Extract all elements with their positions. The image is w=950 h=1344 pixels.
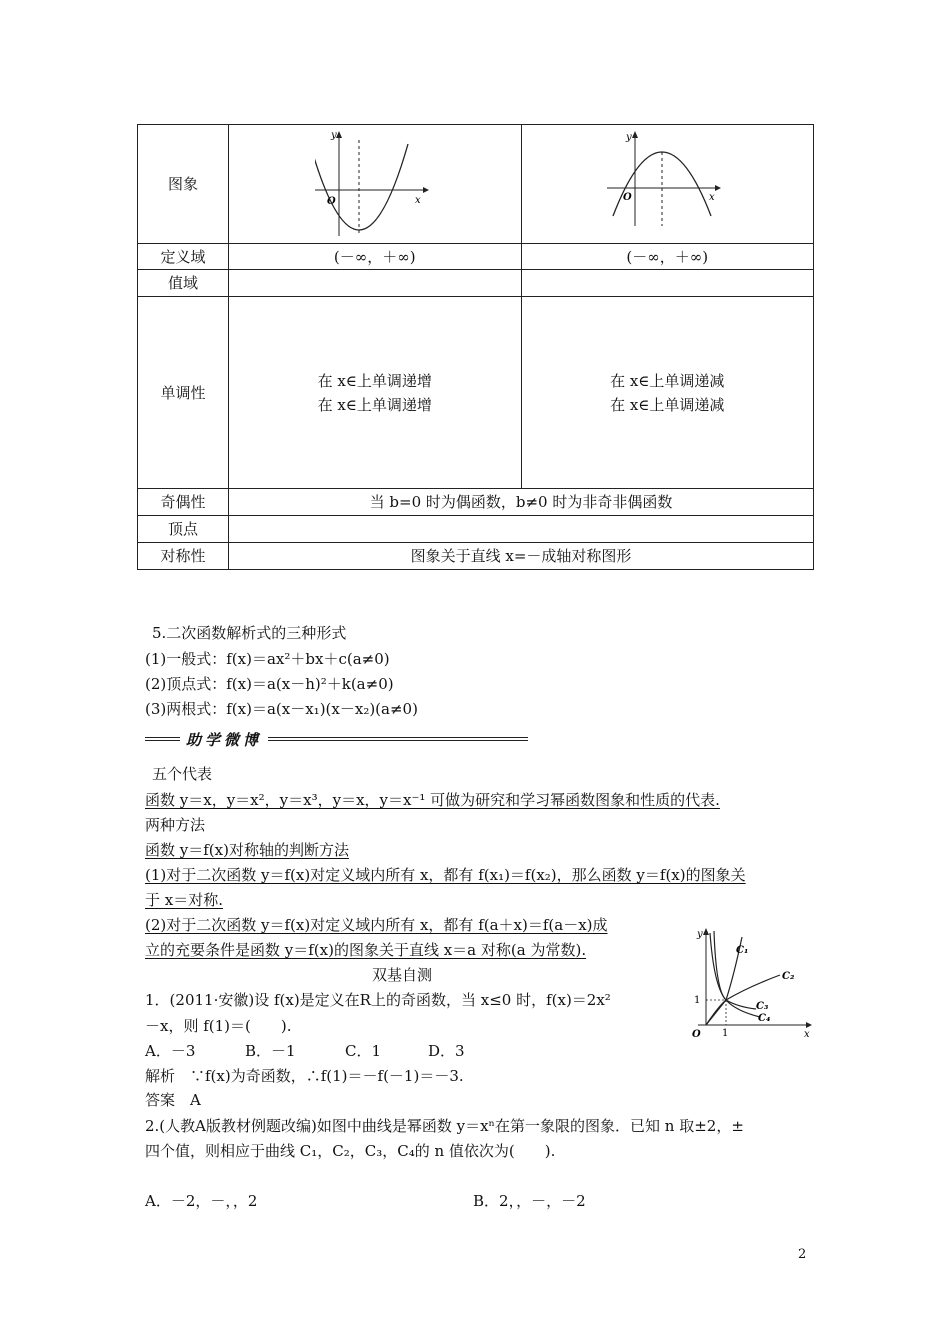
- power-function-figure: [688, 925, 818, 1037]
- vertex-cell: [229, 516, 814, 543]
- row-label: 值域: [138, 270, 229, 297]
- tick-label: 1: [722, 1028, 729, 1037]
- range-cell: [229, 270, 522, 297]
- properties-table: [137, 124, 814, 570]
- curve-label: C₃: [756, 1001, 769, 1012]
- paragraph: 函数 y＝f(x)对称轴的判断方法: [145, 841, 349, 859]
- x-axis-label: x: [709, 191, 715, 203]
- heading: 五个代表: [152, 765, 213, 783]
- monotonic-line: 在 x∈上单调递减: [610, 371, 725, 390]
- monotonic-cell: [229, 297, 522, 489]
- graph-cell-up: [229, 125, 522, 244]
- paragraph: 函数 y＝x，y＝x²，y＝x³，y＝x，y＝x⁻¹ 可做为研究和学习幂函数图象和性质的代表.: [145, 791, 720, 809]
- formula-roots: (3)两根式：f(x)＝a(x－x₁)(x－x₂)(a≠0): [145, 700, 418, 718]
- question-text: 2.(人教A版教材例题改编)如图中曲线是幂函数 y＝xⁿ在第一象限的图象．已知 n 取±2，±: [145, 1117, 744, 1135]
- option: D．3: [428, 1042, 465, 1060]
- curve-label: C₁: [736, 945, 749, 956]
- paragraph: (1)对于二次函数 y＝f(x)对定义域内所有 x，都有 f(x₁)＝f(x₂)，那么函数 y＝f(x)的图象关: [145, 866, 746, 884]
- parity-cell: 当 b=0 时为偶函数，b≠0 时为非奇非偶函数: [229, 489, 814, 516]
- x-axis-label: x: [804, 1029, 810, 1037]
- row-label: 对称性: [138, 543, 229, 570]
- row-label: 单调性: [138, 297, 229, 489]
- monotonic-line: 在 x∈上单调递减: [610, 395, 725, 414]
- option: C．1: [345, 1042, 382, 1060]
- y-axis-label: y: [626, 131, 632, 143]
- option: B．2，，－，－2: [473, 1192, 586, 1210]
- section-title: 双基自测: [372, 966, 433, 984]
- row-label: 奇偶性: [138, 489, 229, 516]
- parabola-up-graph: [315, 126, 435, 243]
- domain-cell: (－∞，＋∞): [229, 244, 522, 270]
- paragraph: (2)对于二次函数 y＝f(x)对定义域内所有 x，都有 f(a＋x)＝f(a－x)成: [145, 916, 608, 934]
- row-label: 顶点: [138, 516, 229, 543]
- y-axis-label: y: [330, 129, 337, 141]
- symmetry-cell: 图象关于直线 x=－成轴对称图形: [229, 543, 814, 570]
- answer: 答案 A: [145, 1091, 201, 1109]
- tick-label: 1: [694, 995, 701, 1006]
- origin-label: O: [326, 195, 336, 207]
- row-label: 图象: [138, 125, 229, 244]
- question-text: －x，则 f(1)＝( ).: [145, 1017, 292, 1035]
- monotonic-cell: [521, 297, 814, 489]
- paragraph: 立的充要条件是函数 y＝f(x)的图象关于直线 x＝a 对称(a 为常数).: [145, 941, 587, 959]
- row-label: 定义域: [138, 244, 229, 270]
- y-axis-label: y: [697, 929, 703, 940]
- domain-cell: (－∞，＋∞): [521, 244, 814, 270]
- origin-label: O: [692, 1029, 701, 1037]
- banner-title: 助学微博: [180, 729, 268, 750]
- paragraph: 于 x＝对称.: [145, 891, 223, 909]
- option: A．－2，－，，2: [145, 1192, 258, 1210]
- formula-vertex: (2)顶点式：f(x)＝a(x－h)²＋k(a≠0): [145, 675, 394, 693]
- range-cell: [521, 270, 814, 297]
- question-text: 四个值，则相应于曲线 C₁，C₂，C₃，C₄的 n 值依次为( ).: [145, 1142, 556, 1160]
- heading: 两种方法: [145, 816, 206, 834]
- curve-label: C₄: [758, 1013, 771, 1024]
- section-title: 5.二次函数解析式的三种形式: [152, 624, 347, 642]
- monotonic-line: 在 x∈上单调递增: [317, 395, 432, 414]
- parabola-down-graph: [607, 126, 727, 243]
- option: A．－3: [145, 1042, 196, 1060]
- x-axis-label: x: [414, 194, 421, 206]
- origin-label: O: [623, 191, 632, 203]
- page-number: 2: [798, 1247, 807, 1262]
- analysis: 解析 ∵f(x)为奇函数，∴f(1)＝－f(－1)＝－3.: [145, 1067, 464, 1085]
- graph-cell-down: [521, 125, 814, 244]
- formula-general: (1)一般式：f(x)＝ax²＋bx＋c(a≠0): [145, 650, 390, 668]
- option: B．－1: [245, 1042, 296, 1060]
- question-text: 1．(2011·安徽)设 f(x)是定义在R上的奇函数，当 x≤0 时，f(x)＝2x²: [145, 991, 611, 1009]
- curve-label: C₂: [782, 971, 795, 982]
- monotonic-line: 在 x∈上单调递增: [317, 371, 432, 390]
